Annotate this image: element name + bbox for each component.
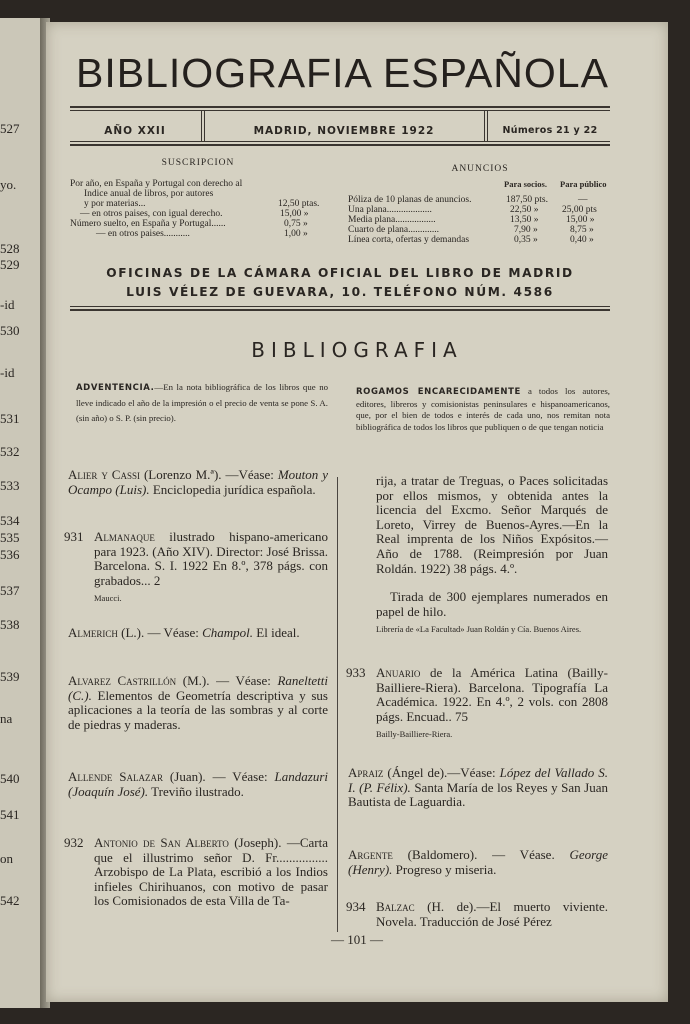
header-divider [204,110,205,141]
prev-page-mark: 542 [0,893,20,908]
prev-page-mark: 538 [0,617,20,632]
notice-rogamos-body: a todos los autores, editores, libreros y comisionistas peninsulares e hispanoamericanos, que, por el bien de todos e interés de cada uno, nos remitan nota bibliográfica de todos los libros que publiquen o de que tengan noticia [356,386,610,432]
entry-publisher: Librería de «La Facultad» Juan Roldán y Cía. Buenos Aires. [376,624,582,635]
entry-author: Antonio de San Alberto [94,835,229,850]
subscription-title: SUSCRIPCION [161,158,235,168]
ads-row-label: Cuarto de plana............. [348,224,440,235]
entry-text: rija, a tratar de Treguas, o Paces solicitadas por ellos mismos, y obtenida antes la licencia del Excmo. Señor Marqués de Loreto, Virrey de Buenos-Ayres.—En la Real imprenta de los Niños Expósitos.—Año de 1788. (Reimpresión por Juan Roldán. 1922) 38 págs. 4.º. [376,473,608,576]
place-date-label: MADRID, NOVIEMBRE 1922 [253,125,435,137]
entry-reference: Mouton y Ocampo (Luis). [68,467,329,497]
prev-page-mark: on [0,851,13,866]
entry-tail: Santa María de los Reyes y San Juan Bautista de Laguardia. [348,779,608,810]
bibliography-entry [348,848,608,877]
header-divider [201,110,202,141]
ads-price-members: 22,50 » [510,204,539,215]
prev-page-mark: 531 [0,411,20,426]
prev-page-mark: 534 [0,513,20,528]
entry-author: Almerich [68,625,118,640]
bibliography-entry [64,835,328,909]
entry-author: Argente [348,847,393,862]
prev-page-mark: yo. [0,177,17,192]
ads-price-public: — [578,194,588,205]
prev-page-mark: 535 [0,530,20,545]
ads-col-members: Para socios. [504,178,547,189]
bibliography-entry [68,770,328,799]
entry-tail: Enciclopedia jurídica española. [149,481,316,497]
ads-block [348,164,612,251]
entry-author: Alvarez Castrillón [68,673,177,688]
entry-reference: López del Vallado S. I. (P. Félix). [348,765,608,795]
entry-title: Almanaque [94,529,155,544]
header-rule-bottom-thick [70,144,610,146]
header-divider [484,110,485,141]
ads-price-public: 8,75 » [570,224,594,235]
bibliography-entry [68,626,328,641]
entry-number: 931 [64,529,84,544]
entry-tail: El ideal. [253,625,300,640]
ads-col-public: Para público [560,178,607,189]
prev-page-mark: 541 [0,807,20,822]
bibliography-entry [376,474,608,576]
prev-page-mark: 540 [0,771,20,786]
entry-reference: Raneltetti (C.). [68,673,328,703]
entry-tail: Elementos de Geometría descriptiva y sus aplicaciones a la teoría de las sombras y al corte de piedras y maderas. [68,687,328,732]
header-rule-top-thin [70,110,610,111]
entry-text: (L.). — Véase: [117,625,203,640]
subscription-price: 0,75 » [284,218,308,229]
prev-page-mark: 527 [0,121,20,136]
header-divider [487,110,488,141]
subscription-row: Indice anual de libros, por autores [84,188,214,199]
prev-page-mark: 539 [0,669,20,684]
entry-tail: Treviño ilustrado. [148,783,244,799]
prev-page-mark: 533 [0,478,20,493]
entry-text: de la América Latina (Bailly-Bailliere-Riera). Barcelona. Tipografía La Académica. 1922. En 4.º, 2 vols. con 2808 págs. Encuad.. 75 [376,665,608,724]
prev-page-mark: 537 [0,583,20,598]
ads-row-label: Una plana................... [348,204,432,215]
notice-rogamos-head: ROGAMOS ENCARECIDAMENTE [356,387,521,397]
entry-text: (Ángel de).—Véase: [383,765,500,780]
ads-price-members: 187,50 pts. [506,194,548,205]
entry-author: Apraiz [348,765,384,780]
page-number: — 101 — [331,932,383,947]
prev-page-mark: 532 [0,444,20,459]
ads-price-public: 15,00 » [566,214,595,225]
subscription-row: Por año, en España y Portugal con derecho al [70,178,243,189]
prev-page-mark: -id [0,365,15,380]
entry-text: (Lorenzo M.ª). —Véase: [140,467,278,482]
entry-text: (Joseph). —Carta que el illustrimo señor D. Fr................ Arzobispo de La Plata, escribió a los Indios infieles Chirihuanos, con motivo de pasar los Comisionados de esta Villa de Ta- [94,835,328,909]
offices-line-2: LUIS VÉLEZ DE GUEVARA, 10. TELÉFONO NÚM. 4586 [126,285,554,299]
entry-text: (Juan). — Véase: [163,769,275,784]
subscription-price: 12,50 ptas. [278,198,320,209]
offices-rule [70,306,610,307]
entry-tail: Progreso y miseria. [392,861,497,877]
entry-number: 932 [64,835,84,850]
entry-text: ilustrado hispano-americano para 1923. (Año XIV). Director: José Brissa. Barcelona. S. I. 1922 En 8.º, 378 págs. con grabados... 2 [94,529,328,588]
bibliography-entry [64,529,328,604]
ads-price-public: 0,40 » [570,234,594,245]
notice-rogamos [356,386,610,433]
column-divider [337,477,338,932]
ads-row-label: Línea corta, ofertas y demandas [348,234,470,245]
ads-title: ANUNCIOS [451,164,509,174]
entry-publisher: Bailly-Bailliere-Riera. [376,729,453,740]
entry-text: (M.). — Véase: [176,673,278,688]
notice-advertencia [76,380,328,426]
bibliography-entry [346,665,608,740]
ads-price-members: 7,90 » [514,224,538,235]
entry-author: Alier y Cassi [68,467,140,482]
notice-advertencia-body: —En la nota bibliográfica de los libros que no lleve indicado el año de la impresión o el precio de venta se pone S. A. (sin año) o S. P. (sin precio). [76,382,328,423]
issue-label: Números 21 y 22 [502,125,598,136]
ads-row-label: Media plana................. [348,214,436,225]
entry-publisher: Maucci. [94,593,122,604]
entry-reference: Champol. [202,625,254,640]
offices-rule-thick [70,309,610,311]
ads-price-members: 0,35 » [514,234,538,245]
entry-text: (Baldomero). — Véase. [392,847,570,862]
year-label: AÑO XXII [104,125,166,137]
bibliography-entry [68,674,328,732]
ads-price-public: 25,00 pts [562,204,597,215]
subscription-row: Número suelto, en España y Portugal...... [70,218,226,229]
bibliography-entry [346,899,608,929]
entry-text: Tirada de 300 ejemplares numerados en papel de hilo. [376,589,608,619]
prev-page-mark: -id [0,297,15,312]
entry-text: (H. de).—El muerto viviente. Novela. Traducción de José Pérez [376,899,608,929]
subscription-price: 15,00 » [280,208,309,219]
notice-advertencia-head: ADVENTENCIA. [76,383,155,393]
journal-title: BIBLIOGRAFIA ESPAÑOLA [76,50,609,96]
entry-number: 934 [346,899,366,914]
bibliography-entry [376,590,608,635]
prev-page-mark: 529 [0,257,20,272]
bibliography-entry [348,766,608,810]
subscription-row: — en otros paises, con igual derecho. [80,208,223,219]
entry-author: Balzac [376,899,415,914]
entry-number: 933 [346,665,366,680]
prev-page-mark: 530 [0,323,20,338]
prev-page-mark: na [0,711,13,726]
section-title: BIBLIOGRAFIA [251,338,463,362]
ads-row-label: Póliza de 10 planas de anuncios. [348,194,472,205]
entry-title: Anuario [376,665,421,680]
subscription-price: 1,00 » [284,228,308,239]
entry-reference: Landazuri (Joaquín José). [68,769,328,799]
subscription-row: — en otros paises........... [96,228,190,239]
previous-page-edge [0,18,43,1008]
journal-page [46,22,668,1002]
subscription-block [70,158,326,245]
prev-page-mark: 536 [0,547,20,562]
subscription-row: y por materias... [84,198,146,209]
prev-page-mark: 528 [0,241,20,256]
offices-line-1: OFICINAS DE LA CÁMARA OFICIAL DEL LIBRO DE MADRID [106,266,574,280]
entry-author: Allende Salazar [68,769,164,784]
header-rule-top [70,106,610,108]
bibliography-entry [68,468,328,497]
ads-price-members: 13,50 » [510,214,539,225]
entry-reference: George (Henry). [348,847,608,877]
